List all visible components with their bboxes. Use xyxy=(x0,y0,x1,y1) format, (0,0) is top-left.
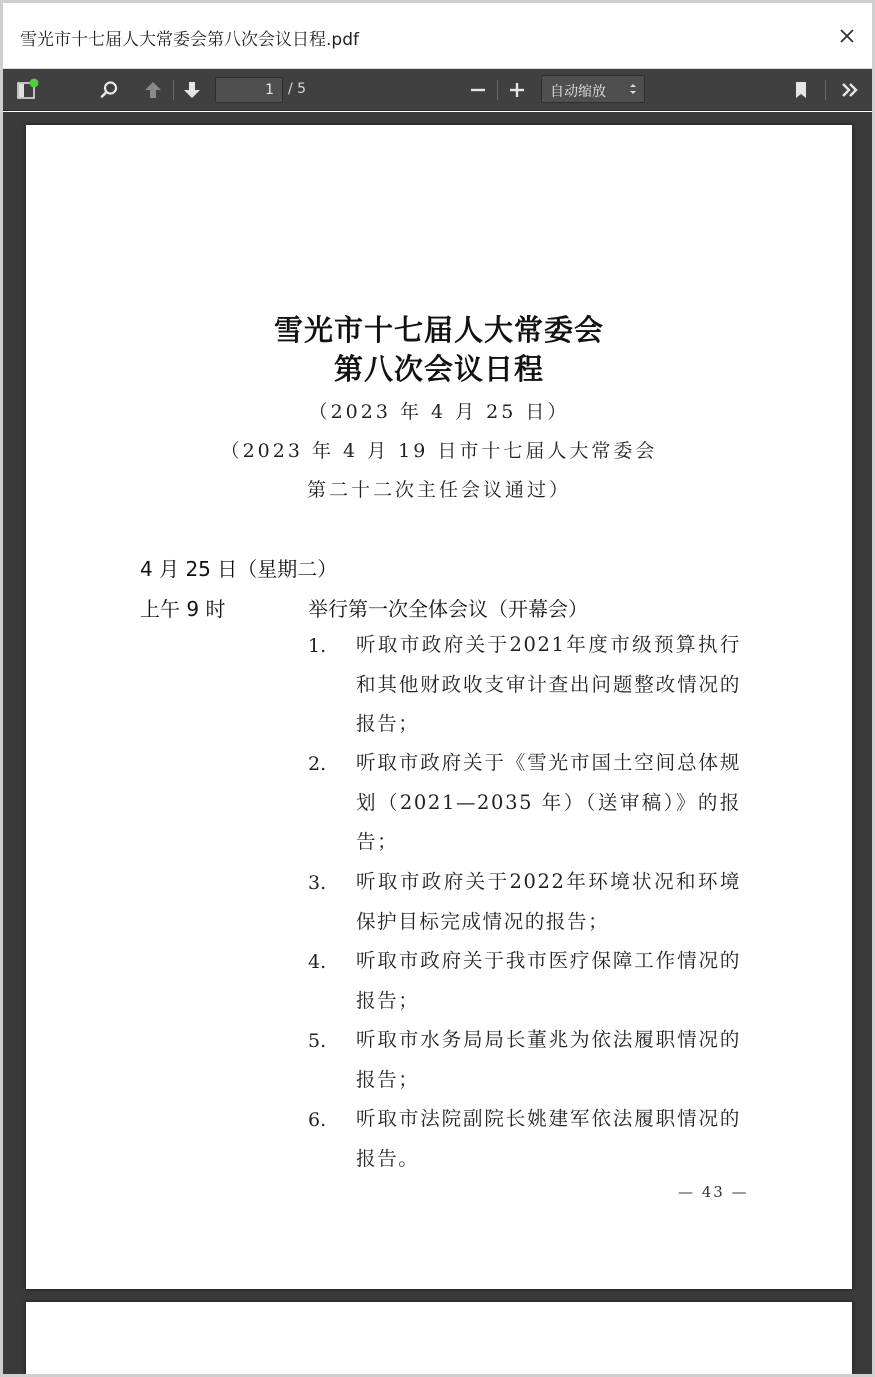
tools-icon xyxy=(837,76,865,104)
zoom-select-value: 自动缩放 xyxy=(550,84,606,100)
agenda-item-text: 听取市水务局局长董兆为依法履职情况的报告； xyxy=(356,1028,741,1091)
page-total-label: / 5 xyxy=(288,81,307,97)
toolbar-divider xyxy=(825,80,826,100)
toolbar-divider xyxy=(497,80,498,100)
close-button[interactable] xyxy=(834,23,860,49)
zoom-out-icon xyxy=(464,76,492,104)
title-bar xyxy=(3,3,872,69)
next-page-icon xyxy=(178,76,206,104)
bookmark-button[interactable] xyxy=(787,76,815,104)
agenda-item-number: 4. xyxy=(308,951,327,973)
zoom-in-icon xyxy=(503,76,531,104)
agenda-item-number: 2. xyxy=(308,753,327,775)
tools-button[interactable] xyxy=(837,76,865,104)
search-icon xyxy=(95,76,123,104)
bookmark-icon xyxy=(787,76,815,104)
session-title: 举行第一次全体会议（开幕会） xyxy=(308,597,588,621)
search-button[interactable] xyxy=(95,76,123,104)
agenda-item-number: 3. xyxy=(308,872,327,894)
document-date: （2023 年 4 月 25 日） xyxy=(308,401,570,423)
agenda-item-number: 1. xyxy=(308,635,327,657)
agenda-item-number: 5. xyxy=(308,1030,327,1052)
pdf-page xyxy=(26,125,852,1289)
document-viewer[interactable] xyxy=(3,112,872,1374)
next-page-button[interactable] xyxy=(178,76,206,104)
zoom-out-button[interactable] xyxy=(464,76,492,104)
approval-note-line-1: （2023 年 4 月 19 日市十七届人大常委会 xyxy=(220,440,658,462)
agenda-item-text: 听取市法院副院长姚建军依法履职情况的报告。 xyxy=(356,1107,741,1170)
document-title-line-1: 雪光市十七届人大常委会 xyxy=(273,313,604,347)
zoom-select[interactable] xyxy=(541,75,645,103)
page-number: — 43 — xyxy=(678,1183,749,1201)
select-arrows-icon xyxy=(628,82,638,96)
agenda-item-number: 6. xyxy=(308,1109,327,1131)
sidebar-toggle-icon xyxy=(13,76,41,104)
schedule-time: 上午 9 时 xyxy=(140,597,226,621)
agenda-item-text: 听取市政府关于《雪光市国土空间总体规划（2021—2035 年）（送审稿）》的报告； xyxy=(356,751,741,853)
agenda-item-text: 听取市政府关于2021年度市级预算执行和其他财政收支审计查出问题整改情况的报告； xyxy=(356,633,741,735)
previous-page-icon xyxy=(139,76,167,104)
agenda-item-text: 听取市政府关于2022年环境状况和环境保护目标完成情况的报告； xyxy=(356,870,741,933)
agenda-item-text: 听取市政府关于我市医疗保障工作情况的报告； xyxy=(356,949,741,1012)
schedule-day: 4 月 25 日（星期二） xyxy=(140,557,338,581)
page-number-input[interactable] xyxy=(215,77,283,103)
close-icon xyxy=(834,23,860,49)
pdf-toolbar xyxy=(3,69,872,111)
previous-page-button[interactable] xyxy=(139,76,167,104)
window-title: 雪光市十七届人大常委会第八次会议日程.pdf xyxy=(20,30,359,50)
pdf-page-next xyxy=(26,1302,852,1377)
document-title-line-2: 第八次会议日程 xyxy=(333,352,544,386)
approval-note-line-2: 第二十二次主任会议通过） xyxy=(306,479,571,501)
sidebar-toggle-button[interactable] xyxy=(13,76,41,104)
zoom-in-button[interactable] xyxy=(503,76,531,104)
toolbar-divider xyxy=(173,80,174,100)
